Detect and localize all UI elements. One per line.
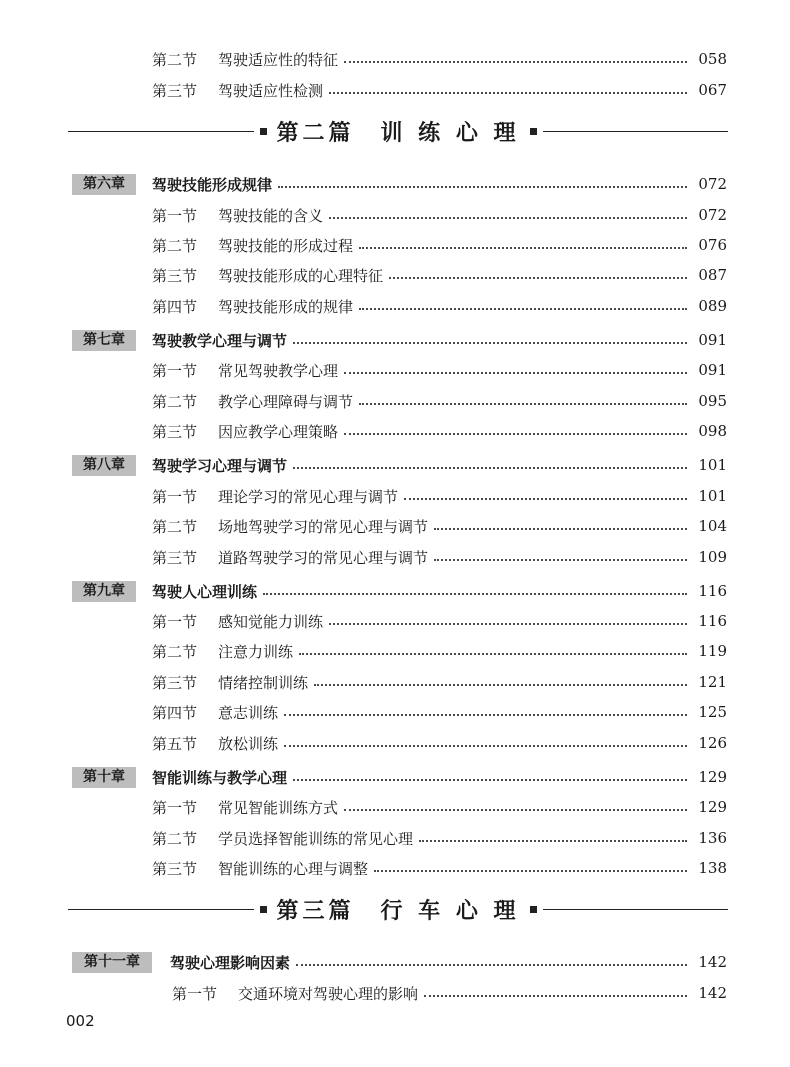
page-number-ref: 091	[698, 331, 727, 349]
section-title: 驾驶技能形成的心理特征	[218, 266, 384, 285]
section-title: 教学心理障碍与调节	[218, 392, 354, 411]
toc-section-entry[interactable]	[152, 77, 727, 103]
section-title: 场地驾驶学习的常见心理与调节	[218, 517, 429, 536]
toc-section-entry[interactable]	[152, 483, 727, 509]
dot-leader	[374, 870, 687, 872]
rule-line-right	[543, 909, 729, 910]
section-number: 第三节	[152, 266, 198, 285]
page-number-ref: 129	[698, 798, 727, 816]
section-title: 因应教学心理策略	[218, 422, 339, 441]
section-title: 驾驶适应性检测	[218, 81, 324, 100]
page-number-ref: 126	[698, 734, 727, 752]
page-number-ref: 095	[698, 392, 727, 410]
page-number: 002	[66, 1012, 95, 1030]
chapter-number-badge: 第十一章	[72, 952, 152, 973]
page-number-ref: 089	[698, 297, 727, 315]
section-number: 第二节	[152, 50, 198, 69]
page-number-ref: 109	[698, 548, 727, 566]
section-title: 驾驶技能的形成过程	[218, 236, 354, 255]
page-number-ref: 136	[698, 829, 727, 847]
page-number-ref: 125	[698, 703, 727, 721]
page-number-ref: 067	[698, 81, 727, 99]
toc-section-entry[interactable]	[152, 608, 727, 634]
page-number-ref: 104	[698, 517, 727, 535]
toc-section-entry[interactable]	[152, 46, 727, 72]
chapter-title: 驾驶教学心理与调节	[152, 331, 288, 350]
section-number: 第三节	[152, 548, 198, 567]
dot-leader	[389, 277, 687, 279]
dot-leader	[344, 61, 687, 63]
dot-leader	[278, 186, 687, 188]
dot-leader	[284, 714, 687, 716]
part-heading	[68, 113, 728, 149]
dot-leader	[293, 467, 687, 469]
section-title: 注意力训练	[218, 642, 294, 661]
section-title: 意志训练	[218, 703, 279, 722]
section-number: 第三节	[152, 81, 198, 100]
chapter-title: 驾驶人心理训练	[152, 582, 258, 601]
section-title: 驾驶技能形成的规律	[218, 297, 354, 316]
part-title: 第二篇 训 练 心 理	[276, 119, 520, 146]
section-number: 第一节	[152, 487, 198, 506]
page-number-ref: 101	[698, 456, 727, 474]
dot-leader	[314, 684, 687, 686]
dot-leader	[329, 217, 687, 219]
dot-leader	[293, 342, 687, 344]
toc-section-entry[interactable]	[152, 730, 727, 756]
rule-line-left	[68, 131, 254, 132]
section-title: 智能训练的心理与调整	[218, 859, 369, 878]
dot-leader	[359, 308, 687, 310]
dot-leader	[344, 809, 687, 811]
toc-section-entry[interactable]	[152, 202, 727, 228]
section-title: 常见驾驶教学心理	[218, 361, 339, 380]
dot-leader	[359, 247, 687, 249]
page-number-ref: 119	[698, 642, 727, 660]
section-title: 放松训练	[218, 734, 279, 753]
chapter-title: 驾驶学习心理与调节	[152, 456, 288, 475]
section-title: 理论学习的常见心理与调节	[218, 487, 399, 506]
toc-section-entry[interactable]	[152, 544, 727, 570]
toc-chapter-entry[interactable]	[72, 452, 727, 478]
page-number-ref: 098	[698, 422, 727, 440]
toc-chapter-entry[interactable]	[72, 578, 727, 604]
section-number: 第二节	[152, 236, 198, 255]
section-number: 第三节	[152, 673, 198, 692]
section-number: 第四节	[152, 703, 198, 722]
section-number: 第一节	[152, 206, 198, 225]
section-number: 第二节	[152, 392, 198, 411]
chapter-number-badge: 第九章	[72, 581, 136, 602]
page-number-ref: 087	[698, 266, 727, 284]
dot-leader	[419, 840, 687, 842]
section-number: 第一节	[152, 361, 198, 380]
toc-section-entry[interactable]	[152, 232, 727, 258]
chapter-number-badge: 第六章	[72, 174, 136, 195]
chapter-title: 驾驶技能形成规律	[152, 175, 273, 194]
section-number: 第一节	[152, 798, 198, 817]
square-bullet-icon	[530, 128, 537, 135]
dot-leader	[329, 92, 687, 94]
section-title: 交通环境对驾驶心理的影响	[238, 984, 419, 1003]
dot-leader	[263, 593, 687, 595]
section-number: 第三节	[152, 422, 198, 441]
dot-leader	[404, 498, 687, 500]
square-bullet-icon	[260, 906, 267, 913]
dot-leader	[359, 403, 687, 405]
toc-section-entry[interactable]	[172, 980, 727, 1006]
page-number-ref: 142	[698, 984, 727, 1002]
part-heading	[68, 891, 728, 927]
page-number-ref: 058	[698, 50, 727, 68]
toc-section-entry[interactable]	[152, 794, 727, 820]
page-number-ref: 091	[698, 361, 727, 379]
toc-section-entry[interactable]	[152, 418, 727, 444]
page-number-ref: 142	[698, 953, 727, 971]
section-number: 第三节	[152, 859, 198, 878]
toc-chapter-entry[interactable]	[72, 327, 727, 353]
dot-leader	[434, 559, 687, 561]
chapter-number-badge: 第十章	[72, 767, 136, 788]
page-number-ref: 129	[698, 768, 727, 786]
toc-section-entry[interactable]	[152, 825, 727, 851]
dot-leader	[344, 372, 687, 374]
section-title: 常见智能训练方式	[218, 798, 339, 817]
toc-section-entry[interactable]	[152, 293, 727, 319]
section-number: 第二节	[152, 517, 198, 536]
dot-leader	[299, 653, 687, 655]
dot-leader	[284, 745, 687, 747]
page-number-ref: 101	[698, 487, 727, 505]
toc-chapter-entry[interactable]	[72, 949, 727, 975]
part-title: 第三篇 行 车 心 理	[276, 897, 520, 924]
toc-section-entry[interactable]	[152, 262, 727, 288]
section-title: 感知觉能力训练	[218, 612, 324, 631]
page-number-ref: 116	[698, 582, 727, 600]
toc-section-entry[interactable]	[152, 699, 727, 725]
section-number: 第四节	[152, 297, 198, 316]
chapter-number-badge: 第八章	[72, 455, 136, 476]
section-number: 第一节	[152, 612, 198, 631]
section-number: 第五节	[152, 734, 198, 753]
dot-leader	[424, 995, 687, 997]
section-title: 驾驶技能的含义	[218, 206, 324, 225]
chapter-title: 智能训练与教学心理	[152, 768, 288, 787]
toc-section-entry[interactable]	[152, 669, 727, 695]
toc-section-entry[interactable]	[152, 357, 727, 383]
page-number-ref: 116	[698, 612, 727, 630]
rule-line-right	[543, 131, 729, 132]
dot-leader	[344, 433, 687, 435]
section-title: 情绪控制训练	[218, 673, 309, 692]
rule-line-left	[68, 909, 254, 910]
section-title: 驾驶适应性的特征	[218, 50, 339, 69]
chapter-number-badge: 第七章	[72, 330, 136, 351]
section-title: 学员选择智能训练的常见心理	[218, 829, 414, 848]
dot-leader	[293, 779, 687, 781]
dot-leader	[329, 623, 687, 625]
toc-section-entry[interactable]	[152, 513, 727, 539]
dot-leader	[434, 528, 687, 530]
toc-section-entry[interactable]	[152, 638, 727, 664]
chapter-title: 驾驶心理影响因素	[170, 953, 291, 972]
toc-chapter-entry[interactable]	[72, 764, 727, 790]
section-number: 第二节	[152, 829, 198, 848]
square-bullet-icon	[260, 128, 267, 135]
toc-chapter-entry[interactable]	[72, 171, 727, 197]
page-number-ref: 076	[698, 236, 727, 254]
page-number-ref: 072	[698, 175, 727, 193]
toc-section-entry[interactable]	[152, 855, 727, 881]
dot-leader	[296, 964, 687, 966]
toc-section-entry[interactable]	[152, 388, 727, 414]
section-number: 第二节	[152, 642, 198, 661]
page-number-ref: 072	[698, 206, 727, 224]
section-title: 道路驾驶学习的常见心理与调节	[218, 548, 429, 567]
square-bullet-icon	[530, 906, 537, 913]
section-number: 第一节	[172, 984, 218, 1003]
page-number-ref: 121	[698, 673, 727, 691]
page-number-ref: 138	[698, 859, 727, 877]
